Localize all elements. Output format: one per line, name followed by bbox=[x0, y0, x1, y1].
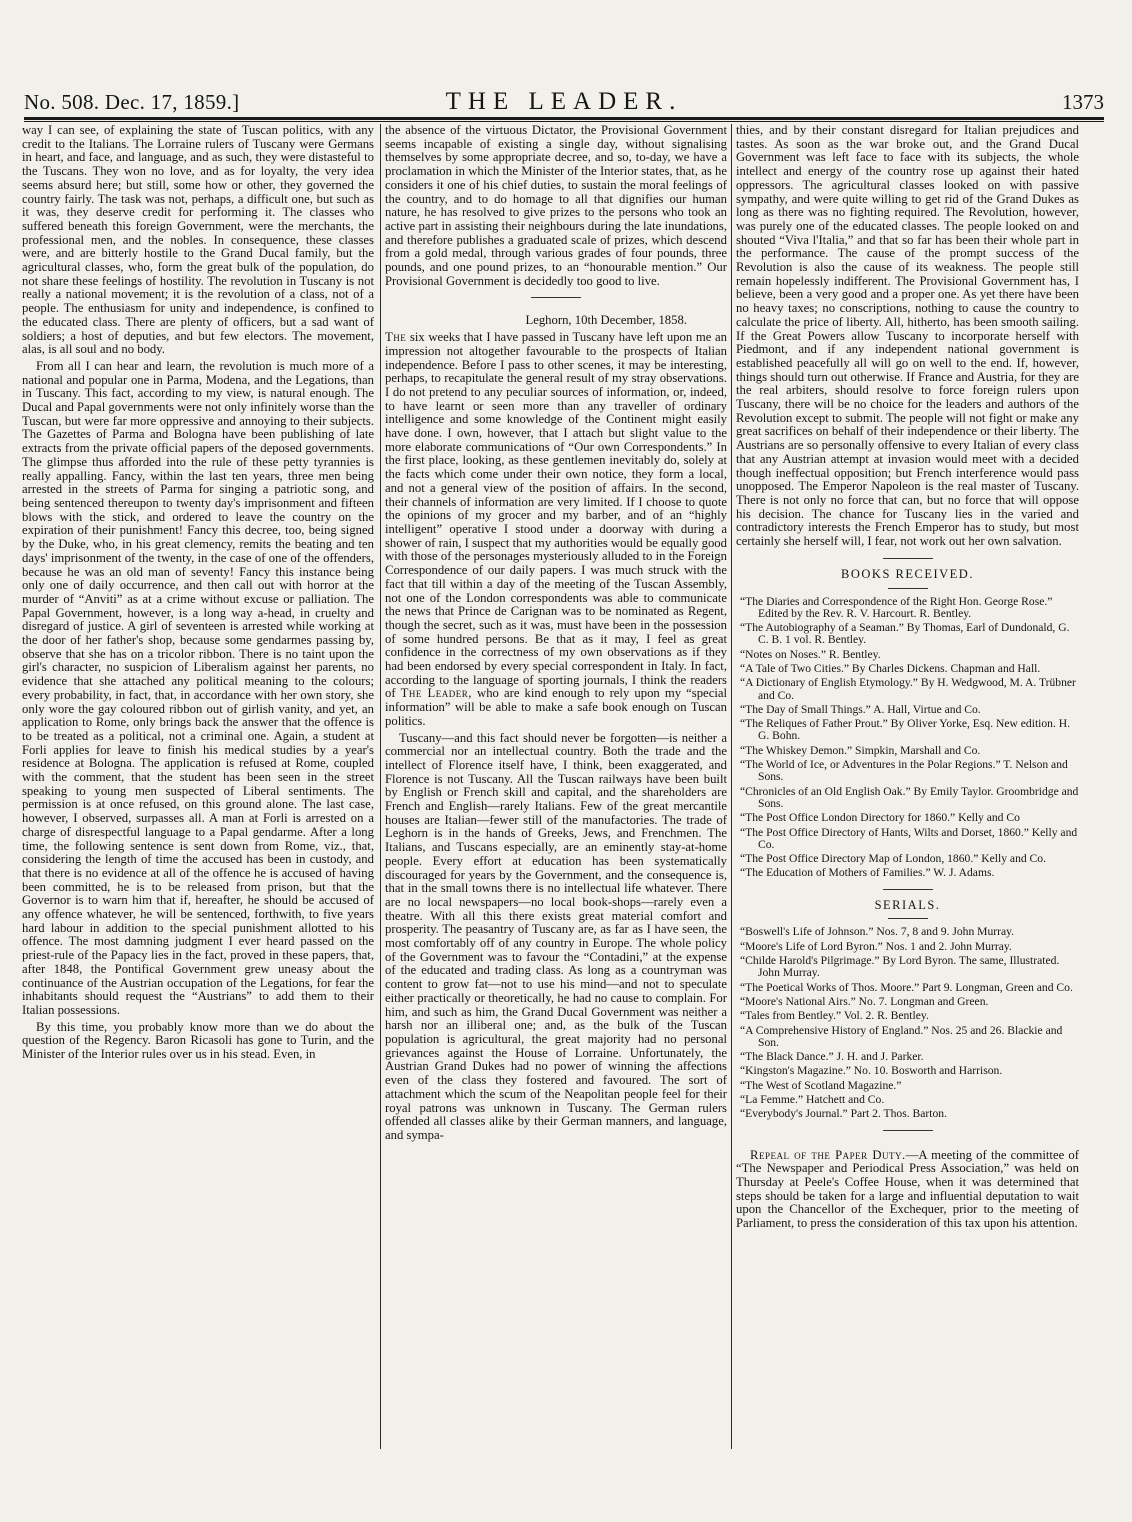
lead-word: The bbox=[385, 330, 407, 345]
dateline: Leghorn, 10th December, 1858. bbox=[525, 313, 687, 328]
book-entry: “A Dictionary of English Etymology.” By H. Wedgwood, M. A. Trübner and Co. bbox=[740, 676, 1076, 702]
book-entry: “The Education of Mothers of Families.” W. J. Adams. bbox=[740, 866, 995, 880]
page-number: 1373 bbox=[1062, 90, 1104, 114]
section-separator bbox=[883, 558, 933, 559]
serials-heading: SERIALS. bbox=[874, 897, 941, 912]
newspaper-name: The Leader, bbox=[400, 686, 472, 701]
serial-entry: “Boswell's Life of Johnson.” Nos. 7, 8 and 9. John Murray. bbox=[740, 925, 1015, 939]
serial-entry: “A Comprehensive History of England.” Nos. 25 and 26. Blackie and Son. bbox=[740, 1023, 1063, 1049]
section-separator bbox=[883, 889, 933, 890]
book-entry: “The Autobiography of a Seaman.” By Thomas, Earl of Dundonald, G. C. B. 1 vol. R. Bentley. bbox=[740, 621, 1070, 647]
section-separator bbox=[883, 1130, 933, 1131]
paragraph: From all I can hear and learn, the revolution is much more of a national and popular one in Parma, Modena, and the Legations, than in Tuscany. This fact, according to my view, is natural enough. The Ducal and Papal governments were not only infinitely worse than the Tuscan, but were far more oppressive and annoying to their subjects. The Gazettes of Parma and Bologna have been publishing of late extracts from the private official papers of the deposed governments. The glimpse thus afforded into the rule of these petty tyrannies is really appalling. Fancy, within the last ten years, three men being arrested in the streets of Parma for singing a patriotic song, and being sentenced thereupon to twenty day's imprisonment and fifteen blows with the stick, and ordered to leave the country on the expiration of their punishment! Fancy this decree, too, being signed by the Duke, who, in his great clemency, remits the beating and ten days' imprisonment of the twenty, in the case of one of the offenders, because he was an old man of seventy! Fancy this instance being only one of daily occurrence, and then call out with horror at the murder of “Anviti” as at a crime without excuse or palliation. The Papal Government, however, is a long way a-head, in cruelty and disregard of justice. A girl of seventeen is arrested while working at the door of her father's shop, because some gendarmes passing by, observe that she has on a tricolor ribbon. There is no taint upon the girl's character, no suspicion of Liberalism against her parents, no evidence that she attached any political meaning to the colours; every probability, in fact, that, in accordance with her own story, she only wore the gay coloured ribbon out of girlish vanity, and yet, an application to Rome, only brings back the answer that the offence is to be treated as a political, not a criminal one. Again, a student at Forli applies for leave to finish his medical studies by a year's residence at Bologna. The application is refused at Rome, coupled with the comment, that the student has been seen in the street speaking to young men suspected of Liberal sentiments. The permission is at once refused, on this ground alone. The last case, however, I observed, surpasses all. A man at Forli is arrested on a charge of disrespectful language to a Papal gendarme. After a long time, the following sentence is sent down from Rome, viz., that, considering the length of time the accused has been in custody, and that there is no evidence at all of the offence he is accused of having been committed, he is to be released from prison, but that the Governor is to warn him that if, hereafter, he should be accused of any offence whatever, he will be sentenced, forthwith, to five years hard labour in addition to the special punishment allotted to his offence. The most damning judgment I ever heard passed on the priest-rule of the Papacy lies in the fact, proved in these papers, that, after 1848, the Pontifical Government grew uneasy about the continuance of the Austrian occupation of the Legations, for fear the inhabitants should request the “Austrians” to add them to their Italian possessions. bbox=[22, 358, 374, 1017]
book-entry: “Notes on Noses.” R. Bentley. bbox=[740, 647, 881, 661]
book-entry: “The World of Ice, or Adventures in the Polar Regions.” T. Nelson and Sons. bbox=[740, 758, 1068, 784]
column-3 bbox=[736, 124, 1079, 1234]
book-entry: “The Post Office Directory of Hants, Wilts and Dorset, 1860.” Kelly and Co. bbox=[740, 825, 1078, 851]
issue-number-date: No. 508. Dec. 17, 1859.] bbox=[24, 90, 240, 114]
paragraph-text: who are kind enough to rely upon my “special information” will be able to make a safe book enough on Tuscan politics. bbox=[385, 686, 728, 728]
paragraph: way I can see, of explaining the state of Tuscan politics, with any credit to the Italians. The Lorraine rulers of Tuscany were Germans in heart, and face, and language, and as such, they were distasteful to the Tuscans. They won no love, and as for loyalty, the very idea seems absurd here; but still, some how or other, they governed the country fairly. The task was not, perhaps, a difficult one, but such as it was, they deserve credit for performing it. The classes who suffered beneath this foreign Government, were the merchants, the professional men, and the nobles. In consequence, these classes were, and are bitterly hostile to the Grand Ducal family, but the agricultural classes, who, form the great bulk of the population, do not share these feelings of hostility. The revolution in Tuscany is not really a national movement; it is the revolution of a class, not of a people. The enthusiasm for unity and independence, is confined to the educated class. There are plenty of officers, but a sad want of soldiers; a host of deputies, and but few electors. The movement, alas, is all soul and no body. bbox=[22, 123, 374, 357]
books-received-heading: BOOKS RECEIVED. bbox=[841, 566, 974, 581]
paragraph: By this time, you probably know more than we do about the question of the Regency. Baron Ricasoli has gone to Turin, and the Minister of the Interior rules over us in his stead. Even, in bbox=[22, 1019, 374, 1062]
serial-entry: “The West of Scotland Magazine.” bbox=[740, 1078, 902, 1092]
serial-entry: “Childe Harold's Pilgrimage.” By Lord Byron. The same, Illustrated. John Murray. bbox=[740, 954, 1060, 980]
book-entry: “The Whiskey Demon.” Simpkin, Marshall and Co. bbox=[740, 743, 981, 757]
paragraph: the absence of the virtuous Dictator, the Provisional Government seems incapable of existing a single day, without signalising themselves by some appropriate decree, and so, to-day, we have a proclamation in which the Minister of the Interior states, that, as he considers it one of his chief duties, to sustain the moral feelings of the country, and to do homage to all that dignifies our human nature, he has resolved to give prizes to the persons who took an active part in assisting their neighbours during the late inundations, and therefore publishes a graduated scale of prizes, which descend from a gold medal, through various grades of four pounds, three pounds, and one pound prizes, to an “honourable mention.” Our Provisional Government is decidedly too good to live. bbox=[385, 123, 727, 288]
paragraph: thies, and by their constant disregard for Italian prejudices and tastes. As soon as the war broke out, and the Grand Ducal Government was left face to face with its subjects, the whole intellect and energy of the country rose up against their hated oppressors. The agricultural classes looked on with passive sympathy, and were quite willing to get rid of the Grand Dukes as long as there was no fighting required. The Revolution, however, was purely one of the educated classes. The people looked on and shouted “Viva l'Italia,” and that so far has been their whole part in the performance. The cause of the prompt success of the Revolution is also the cause of its weakness. The people still remain hopelessly indifferent. The Provisional Government has, I believe, been a very good and a proper one. As yet there have been no heavy taxes; no conscriptions, nothing to cause the country to calculate the price of liberty. All, hitherto, has been smooth sailing. If the Great Powers allow Tuscany to incorporate herself with Piedmont, and if any independent national government is established peacefully all will go on well to the end. If, however, things should turn out otherwise. If France and Austria, for they are the real arbiters, should resolve to force foreign rulers upon Tuscany, there will be no choice for the leaders and authors of the Revolution except to submit. The people will not fight or make any great sacrifices on behalf of their independence or their liberty. The Austrians are so personally offensive to every Italian of every class that any Austrian attempt at invasion would meet with a decided though ineffectual opposition; but French interference would pass unopposed. The Emperor Napoleon is the real master of Tuscany. There is not only no force that can, but no force that will oppose his decision. The chance for Tuscany lies in the varied and contradictory interests the French Emperor has to study, but most certainly she herself will, I fear, not work out her own salvation. bbox=[736, 123, 1079, 549]
notice-text: —A meeting of the committee of “The Newspaper and Periodical Press Association,” was held on Thursday at Peele's Coffee House, when it was determined that steps should be taken for a large and influential deputation to wait upon the Chancellor of the Exchequer, prior to the meeting of Parliament, to press the consideration of this tax upon his attention. bbox=[736, 1147, 1079, 1231]
serial-entry: “The Black Dance.” J. H. and J. Parker. bbox=[740, 1050, 924, 1064]
serial-entry: “Kingston's Magazine.” No. 10. Bosworth and Harrison. bbox=[740, 1064, 1003, 1078]
column-2 bbox=[385, 124, 727, 1146]
notice-lead: Repeal of the Paper Duty. bbox=[750, 1147, 906, 1162]
serial-entry: “Moore's Life of Lord Byron.” Nos. 1 and 2. John Murray. bbox=[740, 939, 1012, 953]
column-1 bbox=[22, 124, 374, 1065]
heading-rule bbox=[888, 918, 928, 919]
newspaper-title: THE LEADER. bbox=[445, 88, 683, 115]
book-entry: “A Tale of Two Cities.” By Charles Dickens. Chapman and Hall. bbox=[740, 661, 1041, 675]
book-entry: “The Day of Small Things.” A. Hall, Virtue and Co. bbox=[740, 702, 981, 716]
masthead-rule bbox=[24, 117, 1104, 120]
book-entry: “Chronicles of an Old English Oak.” By Emily Taylor. Groombridge and Sons. bbox=[740, 784, 1079, 810]
heading-rule bbox=[888, 588, 928, 589]
column-divider-2 bbox=[731, 124, 732, 1449]
book-entry: “The Diaries and Correspondence of the Right Hon. George Rose.” Edited by the Rev. R. V. Harcourt. R. Bentley. bbox=[740, 594, 1053, 620]
serials-list bbox=[736, 926, 1079, 1120]
paragraph: Tuscany—and this fact should never be forgotten—is neither a commercial nor an intellectual country. Both the trade and the intellect of Florence itself have, I think, been exaggerated, and Florence is not Tuscany. All the Tuscan railways have been built by English or French skill and capital, and the shareholders are French and English—rarely Italians. Few of the great mercantile houses are Italian—fewer still of the manufactories. The trade of Leghorn is in the hands of Greeks, Jews, and Frenchmen. The Italians, and Tuscans especially, are an eminently stay-at-home people. Every effort at education has been systematically discouraged for years by the Government, and the consequence is, that in the small towns there is no intellectual life whatever. There are no local newspapers—no local book-shops—rarely even a theatre. With all this there exists great material comfort and prosperity. The peasantry of Tuscany are, as far as I have seen, the most comfortably off of any country in Europe. The whole policy of the Government was to favour the “Contadini,” at the expense of the educated and trading class. As long as a countryman was content to grow fat—not to use his mind—and not to speculate either practically or theoretically, he had no cause to complain. For him, and such as him, the Grand Ducal Government was neither a harsh nor an illiberal one; and, as the bulk of the Tuscan population is agricultural, the great majority had no personal grievances against the House of Lorraine. Unfortunately, the Austrian Grand Dukes had no power of winning the affections even of the class they fostered and favoured. The sort of attachment which the scum of the Neapolitan people feel for their royal patrons was unknown in Tuscany. The German rulers offended all classes alike by their German manners, and language, and sympa- bbox=[385, 730, 727, 1142]
book-entry: “The Reliques of Father Prout.” By Oliver Yorke, Esq. New edition. H. G. Bohn. bbox=[740, 717, 1071, 743]
serial-entry: “Everybody's Journal.” Part 2. Thos. Barton. bbox=[740, 1107, 947, 1121]
masthead-rule-thin bbox=[24, 121, 1104, 122]
books-list bbox=[736, 596, 1079, 880]
serial-entry: “The Poetical Works of Thos. Moore.” Part 9. Longman, Green and Co. bbox=[740, 980, 1073, 994]
book-entry: “The Post Office Directory Map of London, 1860.” Kelly and Co. bbox=[740, 852, 1046, 866]
section-separator bbox=[531, 297, 581, 298]
paragraph bbox=[385, 331, 727, 728]
column-divider-1 bbox=[380, 124, 381, 1449]
paragraph-text: six weeks that I have passed in Tuscany have left upon me an impression not altogether favourable to the prospects of Italian independence. Before I pass to other scenes, it may be interesting, perhaps, to recapitulate the general result of my stray observations. I do not pretend to any peculiar sources of information, or, indeed, to have learnt or seen more than any traveller of ordinary intelligence and some knowledge of the Continent might easily have done. I own, however, that I attach but slight value to the more elaborate communications of “Our own Correspondents.” In the first place, looking, as these gentlemen inevitably do, solely at the facts which come under their own notice, they form a local, and not a general view of the position of affairs. In the second, their channels of information are very limited. If I choose to quote the opinions of my grocer and my barber, and of an “highly intelligent” operative I stood under a doorway with during a shower of rain, I suspect that my authorities would be equally good with those of the personages mysteriously alluded to in the Foreign Correspondence of our daily papers. I was much struck with the fact that till within a day of the meeting of the Tuscan Assembly, not one of the London correspondents was able to communicate the news that Prince de Carignan was to be nominated as Regent, though the secret, such as it was, must have been in the possession of some hundred persons. Be that as it may, I feel as great confidence in the correctness of my own observations as if they had been endorsed by every special correspondent in Italy. In fact, according to the language of sporting journals, I think the readers of bbox=[385, 330, 727, 701]
masthead bbox=[24, 88, 1104, 118]
serial-entry: “Tales from Bentley.” Vol. 2. R. Bentley. bbox=[740, 1009, 929, 1023]
serial-entry: “La Femme.” Hatchett and Co. bbox=[740, 1093, 885, 1106]
paper-duty-notice bbox=[736, 1149, 1079, 1231]
serial-entry: “Moore's National Airs.” No. 7. Longman and Green. bbox=[740, 994, 989, 1008]
book-entry: “The Post Office London Directory for 1860.” Kelly and Co bbox=[740, 811, 1020, 825]
